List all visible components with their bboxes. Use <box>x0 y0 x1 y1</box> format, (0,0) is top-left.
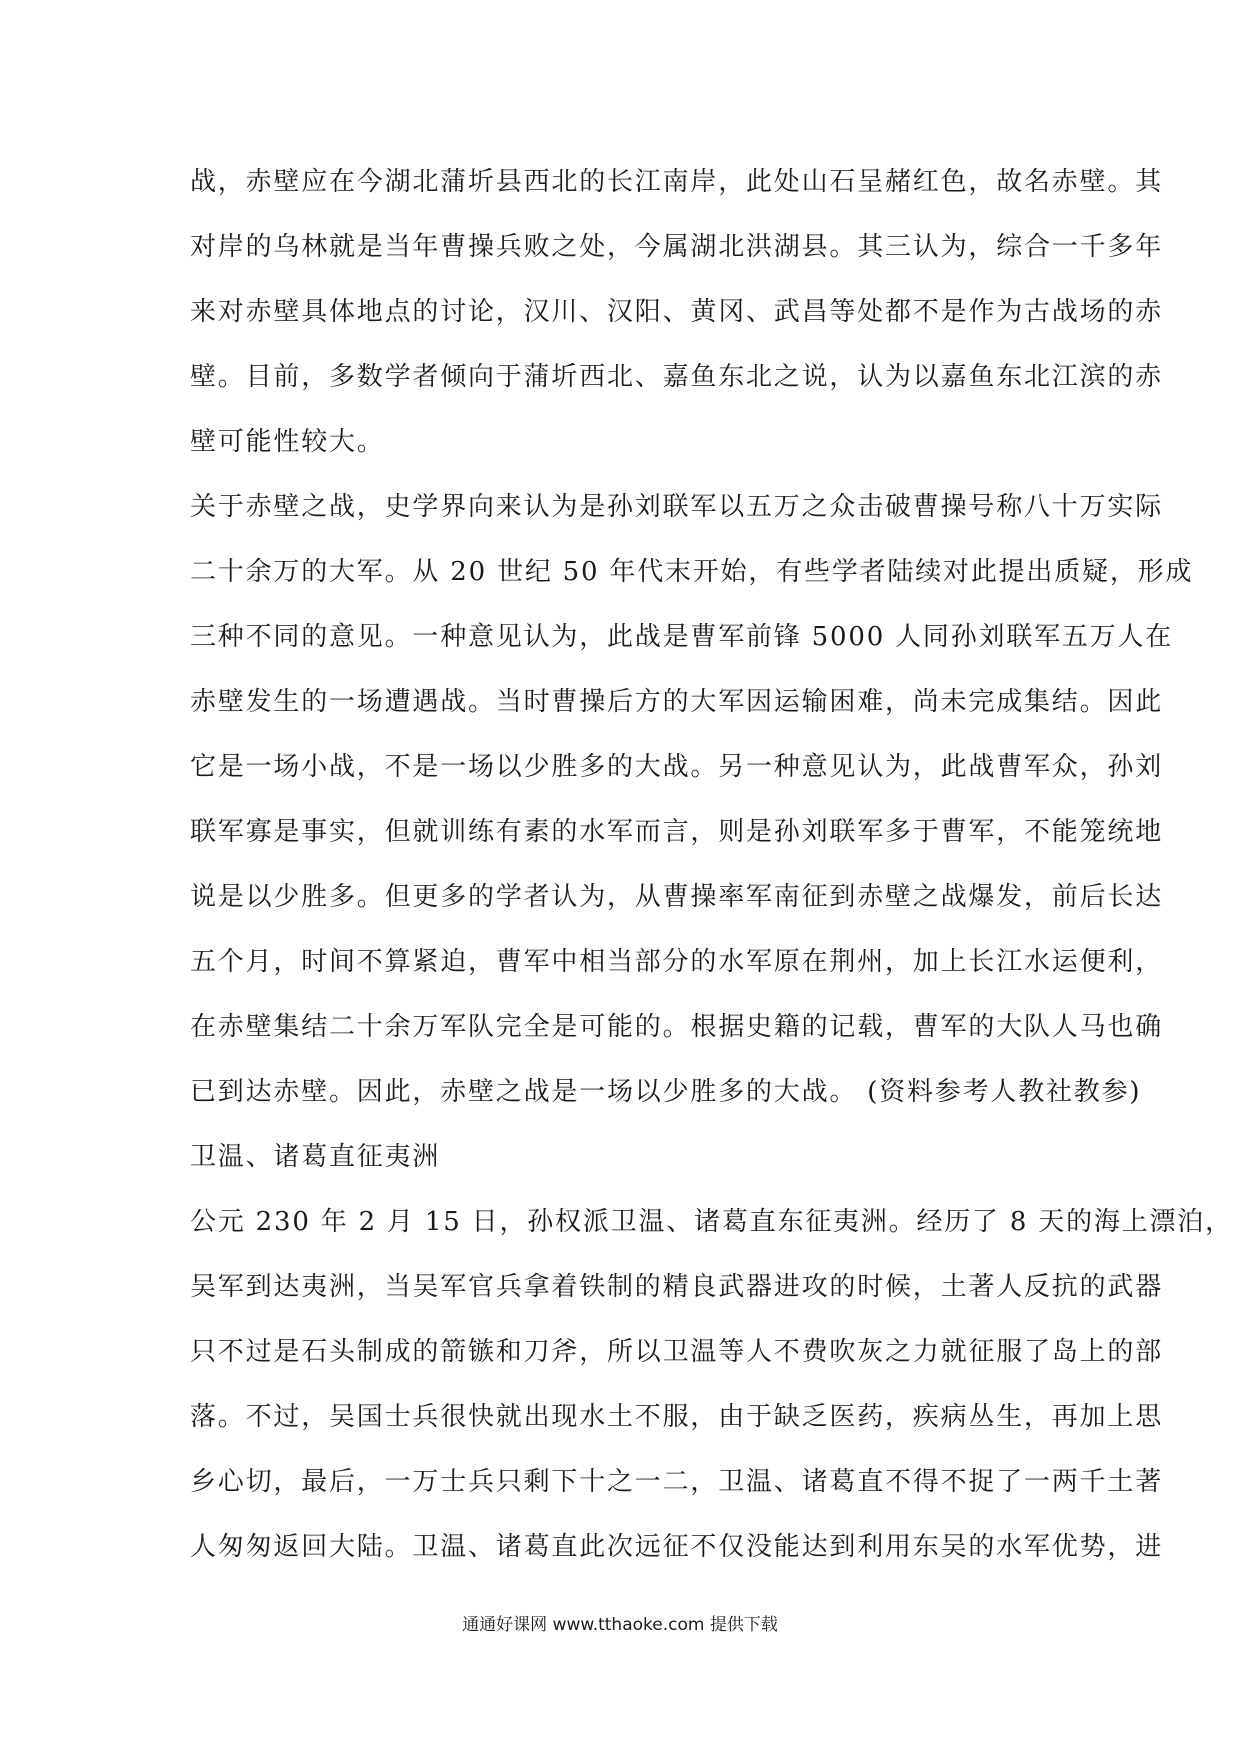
text-line: 吴军到达夷洲，当吴军官兵拿着铁制的精良武器进攻的时候，土著人反抗的武器 <box>190 1272 1164 1302</box>
text-line: 乡心切，最后，一万士兵只剩下十之一二，卫温、诸葛直不得不捉了一两千土著 <box>190 1467 1164 1497</box>
text-line: 来对赤壁具体地点的讨论，汉川、汉阳、黄冈、武昌等处都不是作为古战场的赤 <box>190 297 1164 327</box>
text-line: 壁可能性较大。 <box>190 427 385 457</box>
text-line: 说是以少胜多。但更多的学者认为，从曹操率军南征到赤壁之战爆发，前后长达 <box>190 882 1164 912</box>
section-heading: 卫温、诸葛直征夷洲 <box>190 1142 441 1172</box>
text-line: 人匆匆返回大陆。卫温、诸葛直此次远征不仅没能达到利用东吴的水军优势，进 <box>190 1532 1164 1562</box>
text-line: 公元 230 年 2 月 15 日，孙权派卫温、诸葛直东征夷洲。经历了 8 天的海上漂泊， <box>190 1207 1233 1237</box>
text-line: 在赤壁集结二十余万军队完全是可能的。根据史籍的记载，曹军的大队人马也确 <box>190 1012 1164 1042</box>
text-line: 已到达赤壁。因此，赤壁之战是一场以少胜多的大战。 (资料参考人教社教参) <box>190 1077 1142 1107</box>
text-line: 赤壁发生的一场遭遇战。当时曹操后方的大军因运输困难，尚未完成集结。因此 <box>190 687 1164 717</box>
text-line: 五个月，时间不算紧迫，曹军中相当部分的水军原在荆州，加上长江水运便利， <box>190 947 1164 977</box>
text-line: 三种不同的意见。一种意见认为，此战是曹军前锋 5000 人同孙刘联军五万人在 <box>190 622 1174 652</box>
text-line: 关于赤壁之战，史学界向来认为是孙刘联军以五万之众击破曹操号称八十万实际 <box>190 492 1164 522</box>
text-line: 对岸的乌林就是当年曹操兵败之处，今属湖北洪湖县。其三认为，综合一千多年 <box>190 232 1164 262</box>
text-line: 联军寡是事实，但就训练有素的水军而言，则是孙刘联军多于曹军，不能笼统地 <box>190 817 1164 847</box>
text-line: 壁。目前，多数学者倾向于蒲圻西北、嘉鱼东北之说，认为以嘉鱼东北江滨的赤 <box>190 362 1164 392</box>
text-line: 落。不过，吴国士兵很快就出现水土不服，由于缺乏医药，疾病丛生，再加上思 <box>190 1402 1164 1432</box>
page-footer: 通通好课网 www.tthaoke.com 提供下载 <box>462 1615 778 1635</box>
text-line: 只不过是石头制成的箭镞和刀斧，所以卫温等人不费吹灰之力就征服了岛上的部 <box>190 1337 1164 1367</box>
text-line: 二十余万的大军。从 20 世纪 50 年代末开始，有些学者陆续对此提出质疑，形成 <box>190 557 1194 587</box>
text-line: 战，赤壁应在今湖北蒲圻县西北的长江南岸，此处山石呈赭红色，故名赤壁。其 <box>190 167 1164 197</box>
text-line: 它是一场小战，不是一场以少胜多的大战。另一种意见认为，此战曹军众，孙刘 <box>190 752 1164 782</box>
body-text <box>190 160 1233 1590</box>
